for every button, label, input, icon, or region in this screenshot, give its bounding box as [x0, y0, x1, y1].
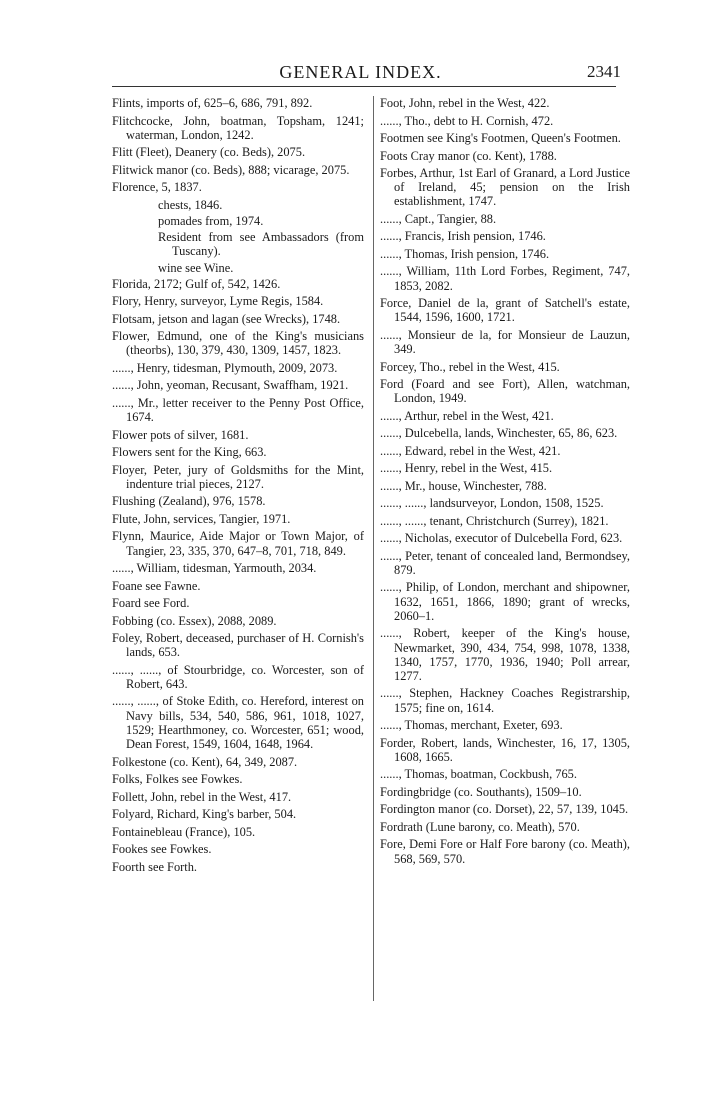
index-entry: Ford (Foard and see Fort), Allen, watchman, London, 1949.	[380, 377, 630, 406]
index-entry: ......, John, yeoman, Recusant, Swaffham, 1921.	[112, 378, 349, 393]
index-entry: Footmen see King's Footmen, Queen's Footmen.	[380, 131, 621, 145]
index-subentry: pomades from, 1974.	[158, 213, 264, 228]
header-rule	[112, 86, 616, 87]
index-entry: Fontainebleau (France), 105.	[112, 824, 256, 839]
index-entry: Fordingbridge (co. Southants), 1509–10.	[380, 784, 582, 799]
index-entry: Flowers sent for the King, 663.	[112, 445, 267, 460]
index-entry: Foot, John, rebel in the West, 422.	[380, 96, 550, 110]
index-entry: ......, Mr., house, Winchester, 788.	[380, 478, 547, 493]
index-entry: Flute, John, services, Tangier, 1971.	[112, 511, 291, 526]
index-entry: ......, Philip, of London, merchant and shipowner, 1632, 1651, 1866, 1890; grant of wrecks, 2060–1.	[380, 580, 630, 623]
index-entry: ......, Henry, rebel in the West, 415.	[380, 461, 553, 476]
index-entry: Flitt (Fleet), Deanery (co. Beds), 2075.	[112, 145, 306, 160]
index-entry: Forder, Robert, lands, Winchester, 16, 17, 1305, 1608, 1665.	[380, 735, 630, 764]
index-entry: ......, Monsieur de la, for Monsieur de Lauzun, 349.	[380, 327, 630, 357]
index-subentry: Resident from see Ambassadors (from Tuscany).	[158, 230, 364, 259]
index-entry: Foard see Ford.	[112, 596, 190, 611]
index-entry: Florence, 5, 1837.	[112, 180, 202, 195]
index-entry: ......, Francis, Irish pension, 1746.	[380, 229, 546, 244]
index-entry: Folks, Folkes see Fowkes.	[112, 772, 243, 787]
index-entry: ......, Thomas, merchant, Exeter, 693.	[380, 718, 563, 733]
index-entry: ......, Capt., Tangier, 88.	[380, 211, 497, 226]
index-entry: ......, Henry, tidesman, Plymouth, 2009, 2073.	[112, 360, 338, 375]
index-entry: Flints, imports of, 625–6, 686, 791, 892.	[112, 96, 313, 110]
index-entry: Foane see Fawne.	[112, 578, 201, 593]
index-entry: Fore, Demi Fore or Half Fore barony (co. Meath), 568, 569, 570.	[380, 837, 630, 866]
index-entry: Flory, Henry, surveyor, Lyme Regis, 1584.	[112, 294, 324, 309]
index-entry: Flitchcocke, John, boatman, Topsham, 1241; waterman, London, 1242.	[112, 113, 364, 142]
index-entry: Folyard, Richard, King's barber, 504.	[112, 807, 297, 822]
index-entry: ......, Nicholas, executor of Dulcebella Ford, 623.	[380, 531, 623, 546]
index-entry: ......, Mr., letter receiver to the Penny Post Office, 1674.	[112, 395, 364, 425]
page-title: GENERAL INDEX.	[279, 62, 442, 82]
index-entry: Flower, Edmund, one of the King's musicians (theorbs), 130, 379, 430, 1309, 1457, 1823.	[112, 329, 364, 358]
index-entry: Flynn, Maurice, Aide Major or Town Major, of Tangier, 23, 335, 370, 647–8, 701, 718, 849.	[112, 529, 364, 558]
index-entry: ......, William, 11th Lord Forbes, Regiment, 747, 1853, 2082.	[380, 264, 630, 293]
index-entry: Flotsam, jetson and lagan (see Wrecks), 1748.	[112, 311, 341, 326]
index-entry: Florida, 2172; Gulf of, 542, 1426.	[112, 276, 281, 291]
index-entry: ......, ......, of Stourbridge, co. Worcester, son of Robert, 643.	[112, 662, 364, 691]
right-column	[380, 96, 630, 869]
index-entry: Fobbing (co. Essex), 2088, 2089.	[112, 613, 277, 628]
index-entry: ......, Tho., debt to H. Cornish, 472.	[380, 113, 554, 128]
index-entry: Folkestone (co. Kent), 64, 349, 2087.	[112, 754, 298, 769]
index-subentry: wine see Wine.	[158, 260, 234, 275]
index-entry: Flower pots of silver, 1681.	[112, 427, 249, 442]
index-entry: Fordington manor (co. Dorset), 22, 57, 139, 1045.	[380, 802, 629, 817]
index-entry: ......, Arthur, rebel in the West, 421.	[380, 408, 554, 423]
index-entry: Follett, John, rebel in the West, 417.	[112, 789, 292, 804]
index-entry: ......, Thomas, boatman, Cockbush, 765.	[380, 767, 577, 782]
index-entry: Fordrath (Lune barony, co. Meath), 570.	[380, 819, 580, 834]
index-entry: ......, Edward, rebel in the West, 421.	[380, 443, 561, 458]
index-entry: ......, Dulcebella, lands, Winchester, 65, 86, 623.	[380, 426, 618, 441]
index-entry: ......, ......, landsurveyor, London, 1508, 1525.	[380, 496, 604, 511]
index-entry: Foorth see Forth.	[112, 859, 198, 874]
index-entry: Flushing (Zealand), 976, 1578.	[112, 494, 266, 509]
left-column	[112, 96, 364, 877]
index-entry: Forcey, Tho., rebel in the West, 415.	[380, 359, 560, 374]
index-entry: ......, William, tidesman, Yarmouth, 2034.	[112, 561, 317, 576]
index-entry: Forbes, Arthur, 1st Earl of Granard, a Lord Justice of Ireland, 45; pension on the Irish establishment, 1747.	[380, 166, 630, 209]
page-number: 2341	[587, 62, 621, 81]
index-entry: Force, Daniel de la, grant of Satchell's estate, 1544, 1596, 1600, 1721.	[380, 296, 630, 325]
index-entry: ......, Stephen, Hackney Coaches Registrarship, 1575; fine on, 1614.	[380, 686, 630, 715]
index-entry: ......, ......, tenant, Christchurch (Surrey), 1821.	[380, 513, 609, 528]
index-entry: Fookes see Fowkes.	[112, 842, 212, 857]
index-entry: Floyer, Peter, jury of Goldsmiths for the Mint, indenture trial pieces, 2127.	[112, 462, 364, 491]
index-entry: Foley, Robert, deceased, purchaser of H. Cornish's lands, 653.	[112, 631, 364, 660]
index-subentry: chests, 1846.	[158, 197, 223, 212]
page-header	[0, 62, 721, 84]
index-entry: ......, Robert, keeper of the King's house, Newmarket, 390, 434, 754, 998, 1078, 1338, 1340, 1757, 1770, 1936, 1940; Poll arrear, 1277.	[380, 626, 630, 683]
index-entry: ......, Thomas, Irish pension, 1746.	[380, 246, 550, 261]
column-divider	[373, 96, 374, 1001]
index-entry: ......, Peter, tenant of concealed land, Bermondsey, 879.	[380, 548, 630, 577]
index-entry: Flitwick manor (co. Beds), 888; vicarage, 2075.	[112, 162, 350, 177]
index-entry: Foots Cray manor (co. Kent), 1788.	[380, 148, 557, 163]
index-entry: ......, ......, of Stoke Edith, co. Hereford, interest on Navy bills, 534, 540, 586, 961, 1018, 1027, 1529; Hearthmoney, co. Worcester, 651; wood, Dean Forest, 1549, 1604, 1648, 1964.	[112, 694, 364, 752]
